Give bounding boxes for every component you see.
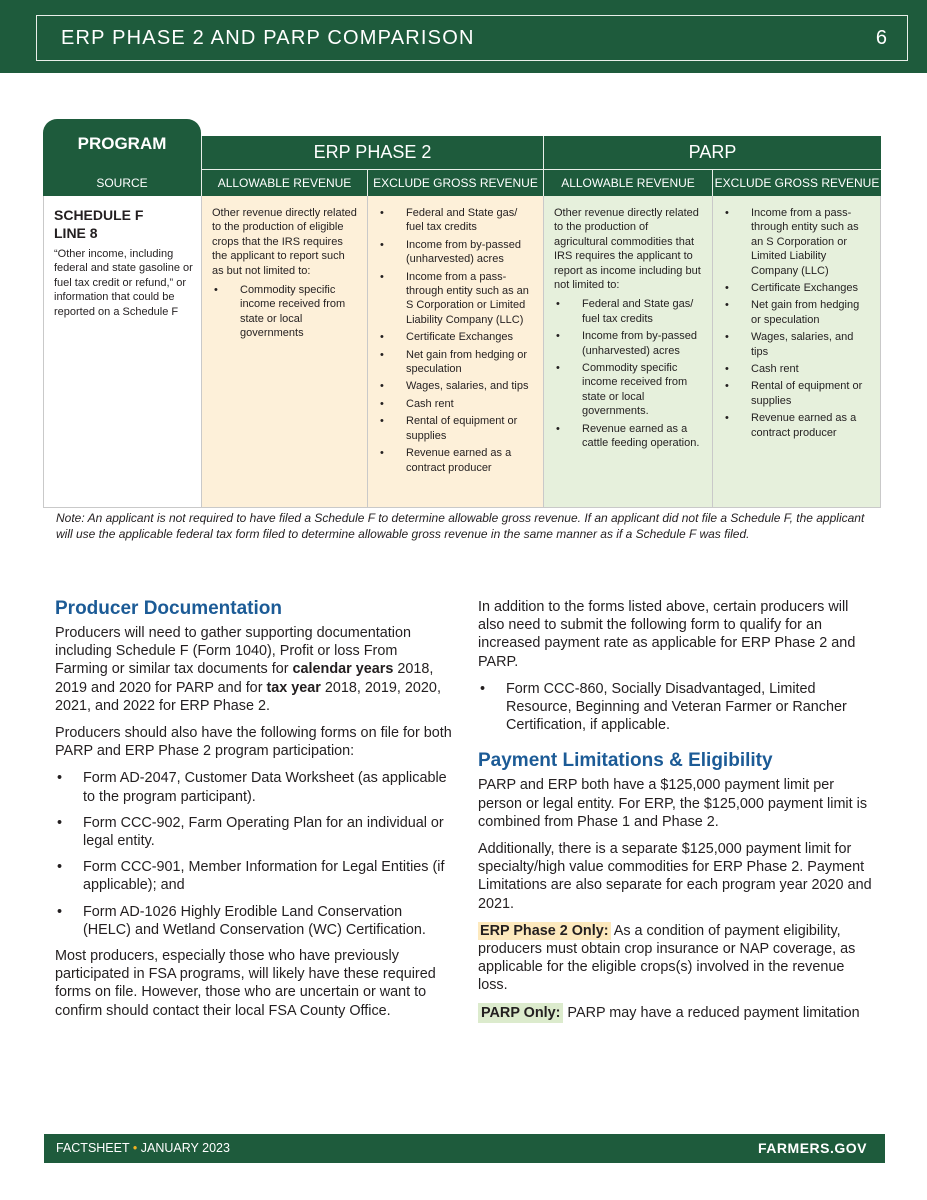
erp-allowable-intro: Other revenue directly related to the production of eligible crops that the IRS requires the applicant to report such as but not limited to:: [212, 207, 357, 277]
list-item: • Federal and State gas/ fuel tax credits: [554, 297, 702, 326]
list-item: • Wages, salaries, and tips: [723, 330, 870, 359]
parp-exclude-list: [723, 206, 870, 440]
footer-date: JANUARY 2023: [140, 1141, 230, 1155]
source-title-line2: LINE 8: [54, 225, 98, 241]
parp-header: PARP: [543, 136, 881, 169]
list-item: • Income from a pass-through entity such as an S Corporation or Limited Liability Company (LLC): [378, 270, 533, 328]
list-item: • Net gain from hedging or speculation: [723, 298, 870, 327]
source-title-line1: SCHEDULE F: [54, 207, 144, 223]
erp-allowable-cell: [201, 196, 367, 508]
comparison-table: [43, 119, 881, 508]
list-item: • Cash rent: [723, 362, 870, 376]
list-item: • Rental of equipment or supplies: [723, 379, 870, 408]
erp-phase-2-header: ERP PHASE 2: [201, 136, 543, 169]
list-item: • Revenue earned as a contract producer: [378, 446, 533, 475]
header-frame: [36, 15, 908, 61]
list-item: • Form AD-2047, Customer Data Worksheet (as applicable to the program participant).: [55, 769, 453, 805]
list-item: • Commodity specific income received from state or local governments: [212, 283, 357, 341]
erp-only-text: As a condition of payment eligibility, producers must obtain crop insurance or NAP coverage, as applicable for the eligible crops(s) involved in the revenue loss.: [478, 922, 856, 994]
page-header: [0, 0, 927, 73]
erp-exclude-list: [378, 206, 533, 475]
erp-exclude-cell: [367, 196, 543, 508]
list-item: • Form CCC-901, Member Information for Legal Entities (if applicable); and: [55, 858, 453, 894]
bold-calendar-years: calendar years: [292, 661, 394, 678]
parp-allowable-cell: [543, 196, 712, 508]
parp-exclude-header: EXCLUDE GROSS REVENUE: [712, 169, 881, 196]
text-run: 2018, 2019 and 2020 for PARP and for: [55, 661, 434, 696]
list-item: • Cash rent: [378, 397, 533, 411]
list-item: • Commodity specific income received from state or local governments.: [554, 361, 702, 419]
source-description: “Other income, including federal and state gasoline or fuel tax credit or refund,” or information that could be reported on a Schedule F: [54, 248, 193, 318]
producer-documentation-title: Producer Documentation: [55, 598, 282, 619]
parp-allowable-list: [554, 297, 702, 450]
list-item: • Form CCC-902, Farm Operating Plan for an individual or legal entity.: [55, 814, 453, 850]
payment-paragraph-2: Additionally, there is a separate $125,000 payment limit for specialty/high value commodities for ERP Phase 2. Payment Limitations are also separate for each program year 2020 and 2021.: [478, 841, 872, 912]
additional-forms-paragraph: In addition to the forms listed above, certain producers will also need to submit the following form to qualify for an increased payment rate as applicable for ERP Phase 2 and PARP.: [478, 599, 856, 670]
parp-exclude-cell: [712, 196, 881, 508]
footer-site-link[interactable]: FARMERS.GOV: [758, 1140, 867, 1156]
payment-limitations-title: Payment Limitations & Eligibility: [478, 750, 773, 772]
producer-doc-paragraph-1: [55, 624, 453, 715]
source-header: SOURCE: [43, 169, 201, 196]
list-item: • Revenue earned as a cattle feeding operation.: [554, 422, 702, 451]
parp-only-text: PARP may have a reduced payment limitation: [563, 1004, 860, 1021]
list-item: • Income from by-passed (unharvested) acres: [554, 329, 702, 358]
list-item: • Certificate Exchanges: [378, 330, 533, 344]
erp-allowable-header: ALLOWABLE REVENUE: [201, 169, 367, 196]
list-item: • Wages, salaries, and tips: [378, 379, 533, 393]
producer-doc-paragraph-2: Producers should also have the following forms on file for both PARP and ERP Phase 2 program participation:: [55, 725, 452, 760]
footer-bullet: •: [132, 1141, 138, 1155]
erp-only-label: ERP Phase 2 Only:: [480, 922, 609, 939]
payment-paragraph-1: PARP and ERP both have a $125,000 payment limit per person or legal entity. For ERP, the $125,000 payment limit is combined from Phase 1 and Phase 2.: [478, 777, 868, 830]
list-item: • Revenue earned as a contract producer: [723, 411, 870, 440]
list-item: • Federal and State gas/ fuel tax credits: [378, 206, 533, 235]
parp-allowable-intro: Other revenue directly related to the production of agricultural commodities that IRS requires the applicant to report as income including but not limited to:: [554, 207, 701, 292]
list-item: • Income from by-passed (unharvested) acres: [378, 238, 533, 267]
footer-label: FACTSHEET: [56, 1141, 130, 1155]
bold-tax-year: tax year: [266, 679, 321, 696]
list-item: • Rental of equipment or supplies: [378, 414, 533, 443]
list-item: • Certificate Exchanges: [723, 281, 870, 295]
program-header: PROGRAM: [43, 119, 201, 169]
page-footer: [44, 1134, 885, 1163]
source-title: [54, 206, 193, 242]
footer-factsheet: [56, 1141, 230, 1155]
table-note: Note: An applicant is not required to have filed a Schedule F to determine allowable gross revenue. If an applicant did not file a Schedule F, the applicant will use the applicable federal tax form filed to determine allowable gross revenue in the same manner as if a Schedule F was filed.: [56, 511, 865, 541]
erp-exclude-header: EXCLUDE GROSS REVENUE: [367, 169, 543, 196]
producer-documentation-section: [55, 596, 453, 1029]
parp-only-paragraph: [478, 1004, 876, 1022]
parp-only-label: PARP Only:: [478, 1003, 563, 1023]
text-run: 2018, 2019, 2020, 2021, and 2022 for ERP Phase 2.: [55, 679, 441, 714]
erp-only-paragraph: [478, 922, 876, 995]
parp-allowable-header: ALLOWABLE REVENUE: [543, 169, 712, 196]
erp-allowable-list: [212, 283, 357, 341]
page-title: ERP PHASE 2 AND PARP COMPARISON: [61, 27, 475, 49]
list-item: • Form AD-1026 Highly Erodible Land Conservation (HELC) and Wetland Conservation (WC) Certification.: [55, 903, 453, 939]
list-item: • Income from a pass-through entity such as an S Corporation or Limited Liability Company (LLC): [723, 206, 870, 278]
producer-doc-paragraph-3: Most producers, especially those who have previously participated in FSA programs, will likely have these required forms on file. However, those who are uncertain or want to confirm should contact their local FSA County Office.: [55, 948, 436, 1019]
source-cell: [43, 196, 201, 508]
text-run: Producers will need to gather supporting documentation including Schedule F (Form 1040), Profit or loss From Farming or similar tax documents for: [55, 625, 411, 678]
required-forms-list: [55, 769, 453, 939]
list-item: • Form CCC-860, Socially Disadvantaged, Limited Resource, Beginning and Veteran Farmer or Rancher Certification, if applicable.: [478, 680, 876, 735]
page-number: 6: [875, 27, 887, 49]
right-column: [478, 598, 876, 1031]
list-item: • Net gain from hedging or speculation: [378, 348, 533, 377]
additional-forms-list: [478, 680, 876, 735]
